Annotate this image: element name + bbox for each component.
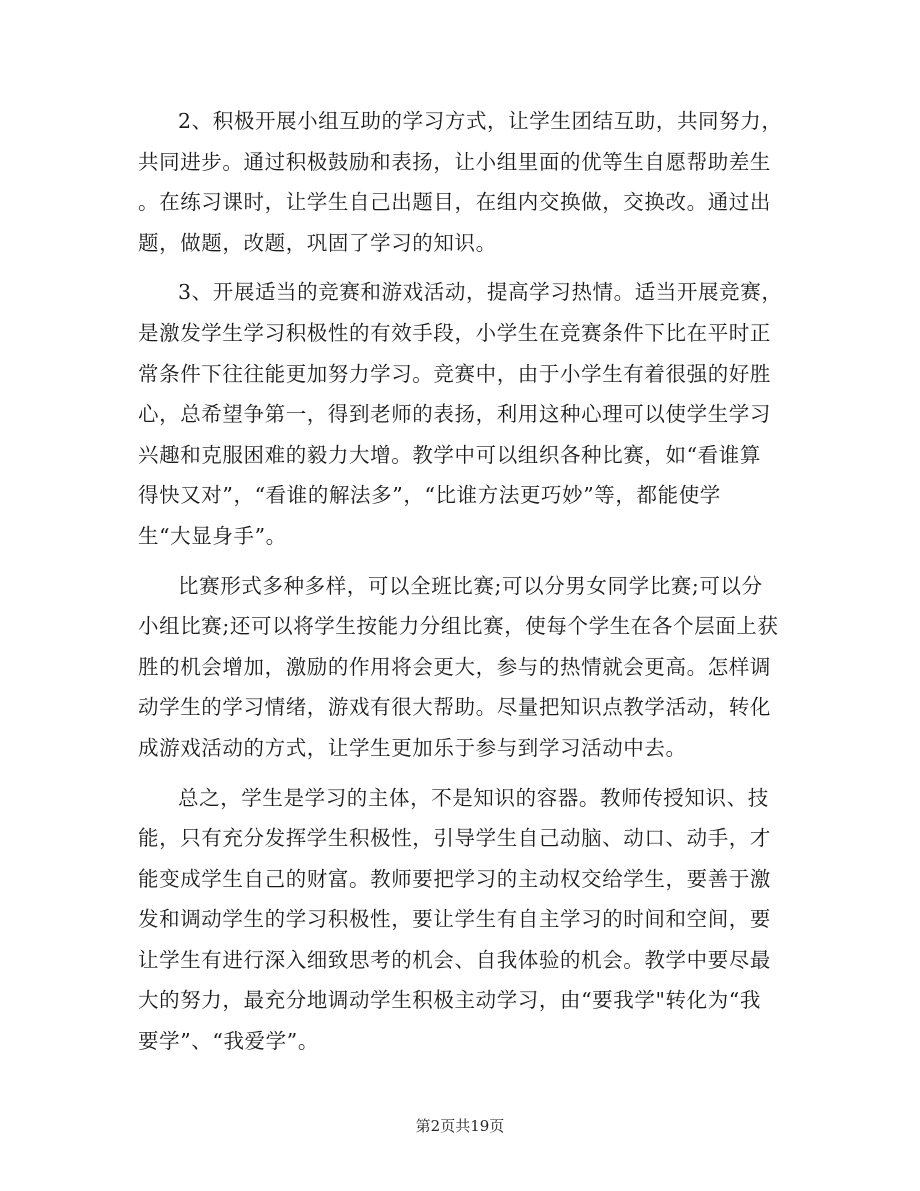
paragraph-line: 能，只有充分发挥学生积极性，引导学生自己动脑、动口、动手，才 bbox=[138, 826, 771, 851]
paragraph-line: 总之，学生是学习的主体，不是知识的容器。教师传授知识、技 bbox=[178, 785, 769, 810]
paragraph-line: 大的努力，最充分地调动学生积极主动学习，由“要我学"转化为“我 bbox=[138, 988, 761, 1013]
document-body bbox=[138, 101, 783, 1062]
paragraph-line: 胜的机会增加，激励的作用将会更大，参与的热情就会更高。怎样调 bbox=[138, 654, 771, 679]
paragraph-line: 3、开展适当的竞赛和游戏活动，提高学习热情。适当开展竞赛， bbox=[178, 280, 783, 305]
paragraph-line: 让学生有进行深入细致思考的机会、自我体验的机会。教学中要尽最 bbox=[138, 947, 771, 972]
paragraph-line: 要学”、“我爱学”。 bbox=[138, 1029, 319, 1054]
page-number-footer: 第2页共19页 bbox=[415, 1117, 505, 1135]
paragraph-line: 常条件下往往能更加努力学习。竞赛中，由于小学生有着很强的好胜 bbox=[138, 361, 771, 386]
paragraph-line: 得快又对”，“看谁的解法多”，“比谁方法更巧妙”等，都能使学 bbox=[138, 483, 721, 508]
paragraph-line: 成游戏活动的方式，让学生更加乐于参与到学习活动中去。 bbox=[138, 735, 687, 760]
paragraph-line: 生“大显身手”。 bbox=[138, 523, 287, 548]
paragraph-line: 。在练习课时，让学生自己出题目，在组内交换做，交换改。通过出 bbox=[138, 190, 771, 215]
paragraph-line: 能变成学生自己的财富。教师要把学习的主动权交给学生，要善于激 bbox=[138, 866, 771, 891]
paragraph-line: 动学生的学习情绪，游戏有很大帮助。尽量把知识点教学活动，转化 bbox=[138, 695, 771, 720]
paragraph-line: 发和调动学生的学习积极性，要让学生有自主学习的时间和空间，要 bbox=[138, 907, 771, 932]
paragraph-line: 小组比赛;还可以将学生按能力分组比赛，使每个学生在各个层面上获 bbox=[138, 614, 779, 639]
paragraph-line: 比赛形式多种多样，可以全班比赛;可以分男女同学比赛;可以分 bbox=[178, 573, 763, 598]
paragraph-line: 心，总希望争第一，得到老师的表扬，利用这种心理可以使学生学习 bbox=[138, 402, 771, 427]
paragraph-summary bbox=[138, 778, 780, 1062]
paragraph-3 bbox=[138, 272, 783, 556]
paragraph-line: 是激发学生学习积极性的有效手段，小学生在竞赛条件下比在平时正 bbox=[138, 320, 771, 345]
paragraph-line: 共同进步。通过积极鼓励和表扬，让小组里面的优等生自愿帮助差生 bbox=[138, 149, 771, 174]
paragraph-competition-forms bbox=[138, 566, 780, 769]
paragraph-line: 题，做题，改题，巩固了学习的知识。 bbox=[138, 230, 497, 255]
paragraph-line: 2、积极开展小组互助的学习方式，让学生团结互助，共同努力， bbox=[178, 109, 783, 133]
paragraph-line: 兴趣和克服困难的毅力大增。教学中可以组织各种比赛，如“看谁算 bbox=[138, 442, 761, 467]
paragraph-2 bbox=[138, 101, 783, 263]
